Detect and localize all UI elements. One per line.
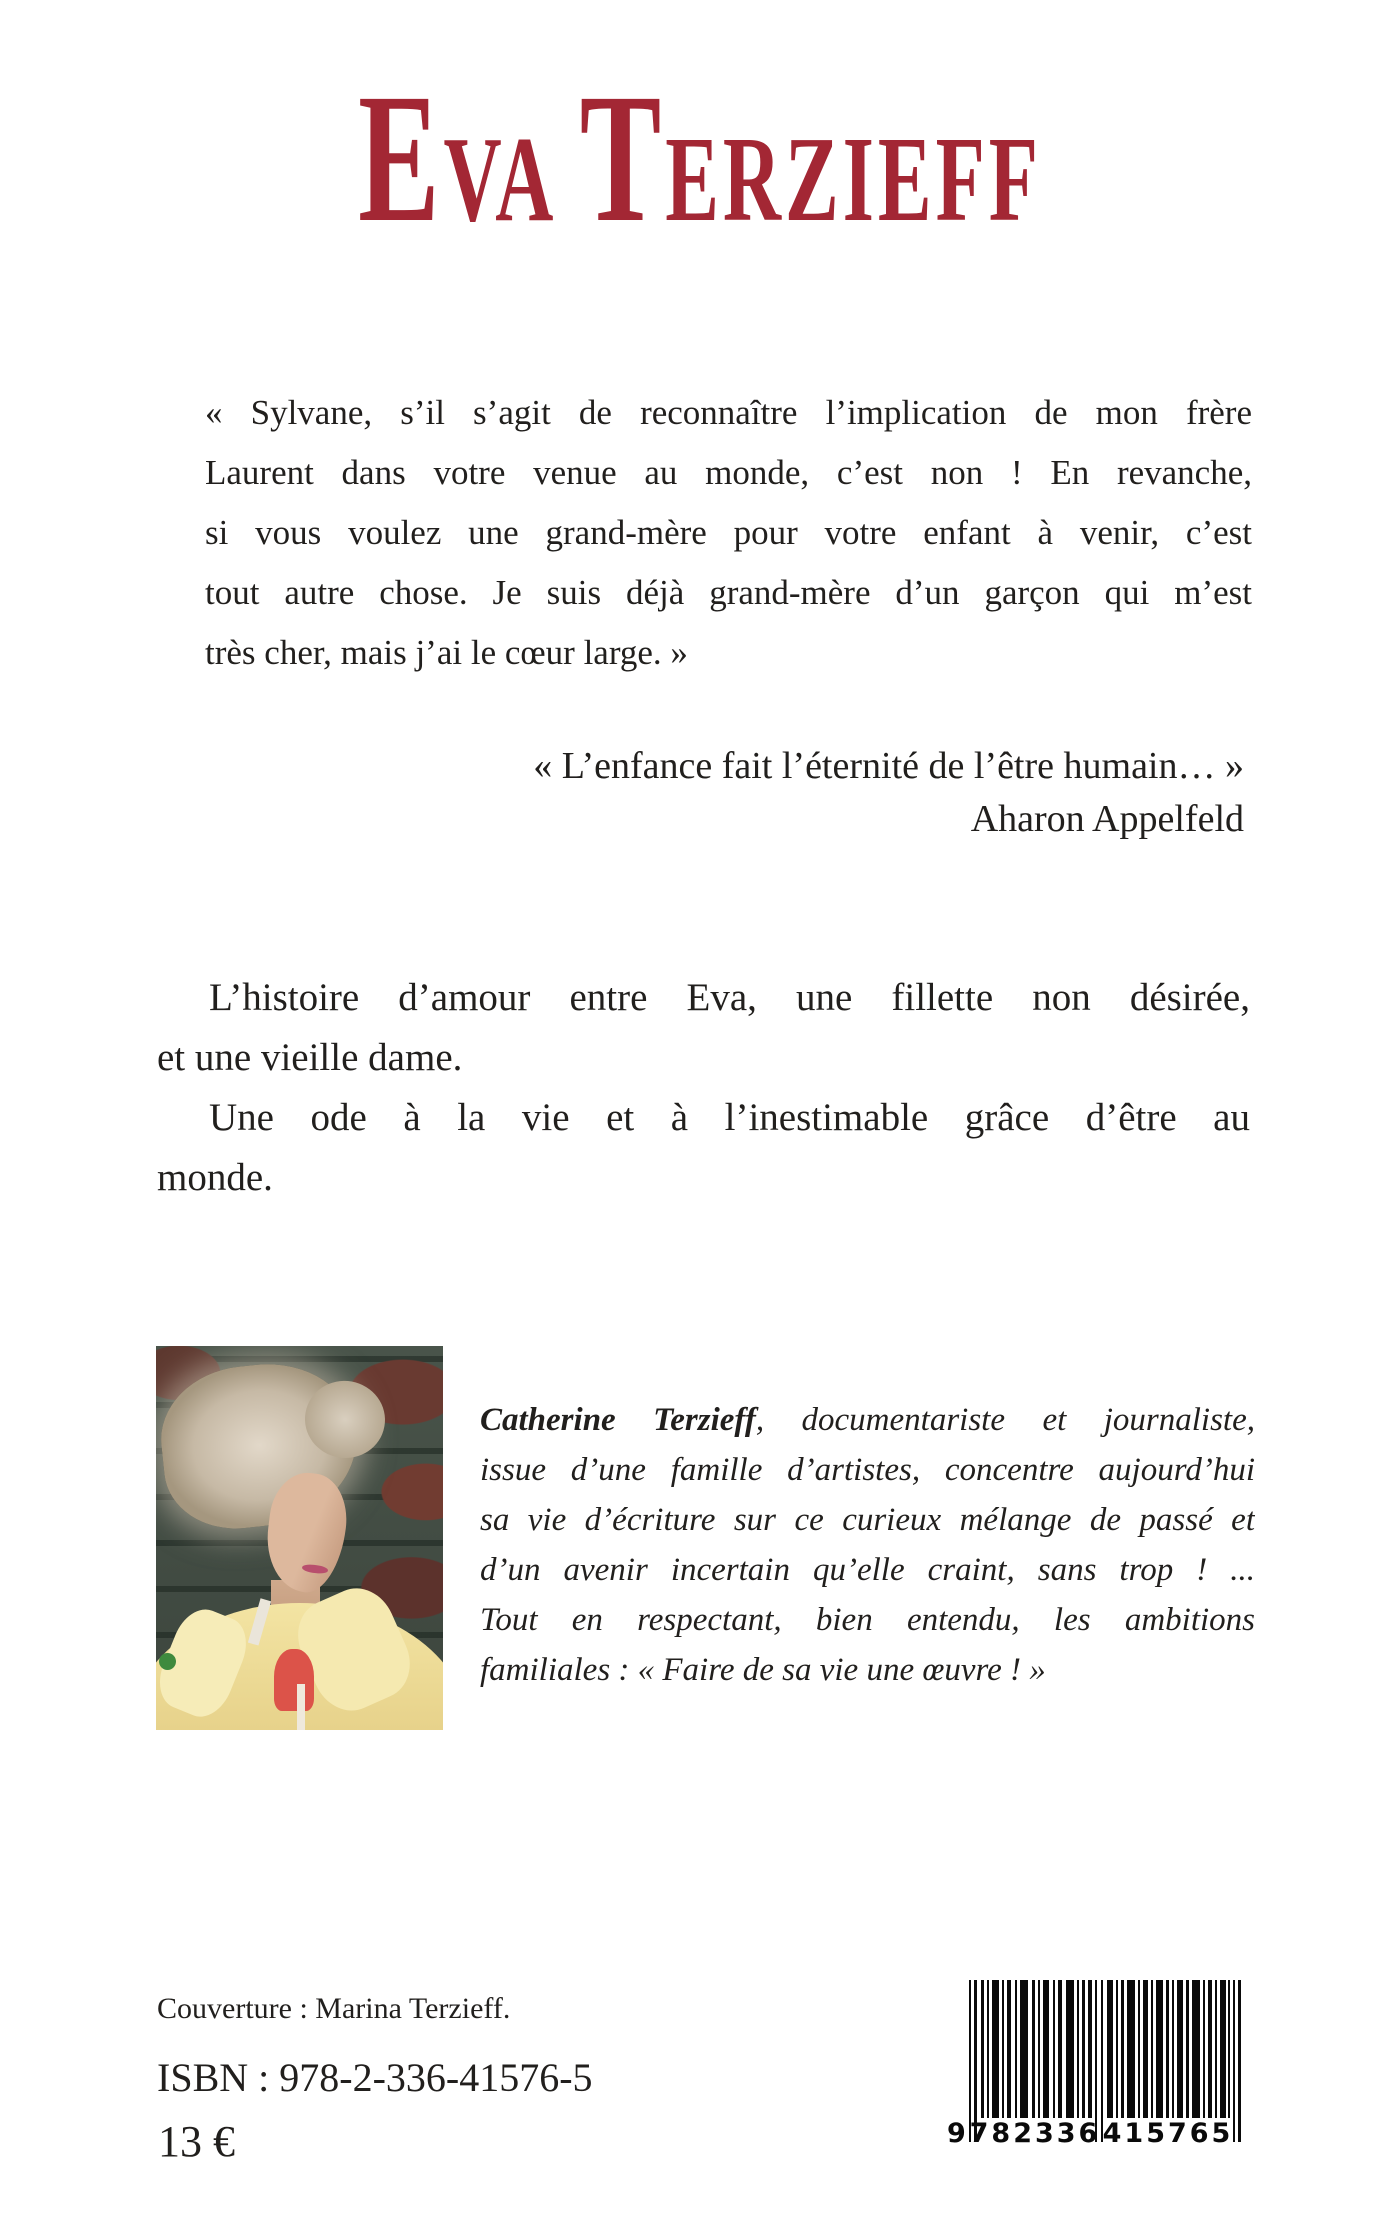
synopsis xyxy=(157,968,1250,1208)
isbn: ISBN : 978-2-336-41576-5 xyxy=(157,2055,593,2100)
epigraph-text: « L’enfance fait l’éternité de l’être humain… » xyxy=(533,745,1244,787)
book-author-title xyxy=(238,56,1162,261)
barcode-graphic xyxy=(945,1980,1245,2146)
bio-line xyxy=(480,1395,1255,1445)
excerpt-line: « Sylvane, s’il s’agit de reconnaître l’implication de mon frère xyxy=(205,393,1252,432)
bio-line: familiales : « Faire de sa vie une œuvre ! » xyxy=(480,1652,1046,1688)
barcode-digits-group1: 782336 xyxy=(969,2118,1101,2146)
title-word-terzieff-initial: T xyxy=(579,56,666,261)
title-word-eva-rest: VA xyxy=(443,112,558,247)
excerpt-line: tout autre chose. Je suis déjà grand-mère d’un garçon qui m’est xyxy=(205,573,1252,612)
synopsis-line: et une vieille dame. xyxy=(157,1036,463,1079)
barcode-digit-left: 9 xyxy=(947,2118,969,2146)
excerpt-line: si vous voulez une grand-mère pour votre enfant à venir, c’est xyxy=(205,513,1252,552)
bio-line: issue d’une famille d’artistes, concentre aujourd’hui xyxy=(480,1452,1255,1488)
bio-line: Tout en respectant, bien entendu, les ambitions xyxy=(480,1602,1255,1638)
cover-credit: Couverture : Marina Terzieff. xyxy=(157,1992,511,2025)
author-bio xyxy=(480,1395,1255,1695)
synopsis-line: L’histoire d’amour entre Eva, une fillette non désirée, xyxy=(209,976,1250,1019)
excerpt-line: Laurent dans votre venue au monde, c’est non ! En revanche, xyxy=(205,453,1252,492)
bio-line-rest: , documentariste et journaliste, xyxy=(755,1402,1255,1438)
barcode xyxy=(945,1980,1245,2146)
title-word-terzieff-rest: ERZIEFF xyxy=(665,112,1042,247)
photo-zipper-shape xyxy=(297,1684,306,1730)
book-excerpt-quote xyxy=(205,383,1252,683)
epigraph-attribution: Aharon Appelfeld xyxy=(970,798,1244,840)
author-name: Catherine Terzieff xyxy=(480,1402,756,1438)
barcode-digits-group2: 415765 xyxy=(1102,2118,1234,2146)
excerpt-line: très cher, mais j’ai le cœur large. » xyxy=(205,633,688,672)
photo-red-top-shape xyxy=(274,1649,314,1710)
title-word-eva xyxy=(358,56,558,261)
title-word-eva-initial: E xyxy=(358,56,444,261)
bio-line: d’un avenir incertain qu’elle craint, sans trop ! ... xyxy=(480,1552,1255,1588)
synopsis-line: Une ode à la vie et à l’inestimable grâce d’être au xyxy=(209,1096,1250,1139)
author-photo xyxy=(156,1346,443,1730)
bio-line: sa vie d’écriture sur ce curieux mélange de passé et xyxy=(480,1502,1255,1538)
synopsis-line: monde. xyxy=(157,1156,273,1199)
title-word-terzieff xyxy=(579,56,1042,261)
price: 13 € xyxy=(158,2117,235,2166)
epigraph xyxy=(533,740,1244,846)
